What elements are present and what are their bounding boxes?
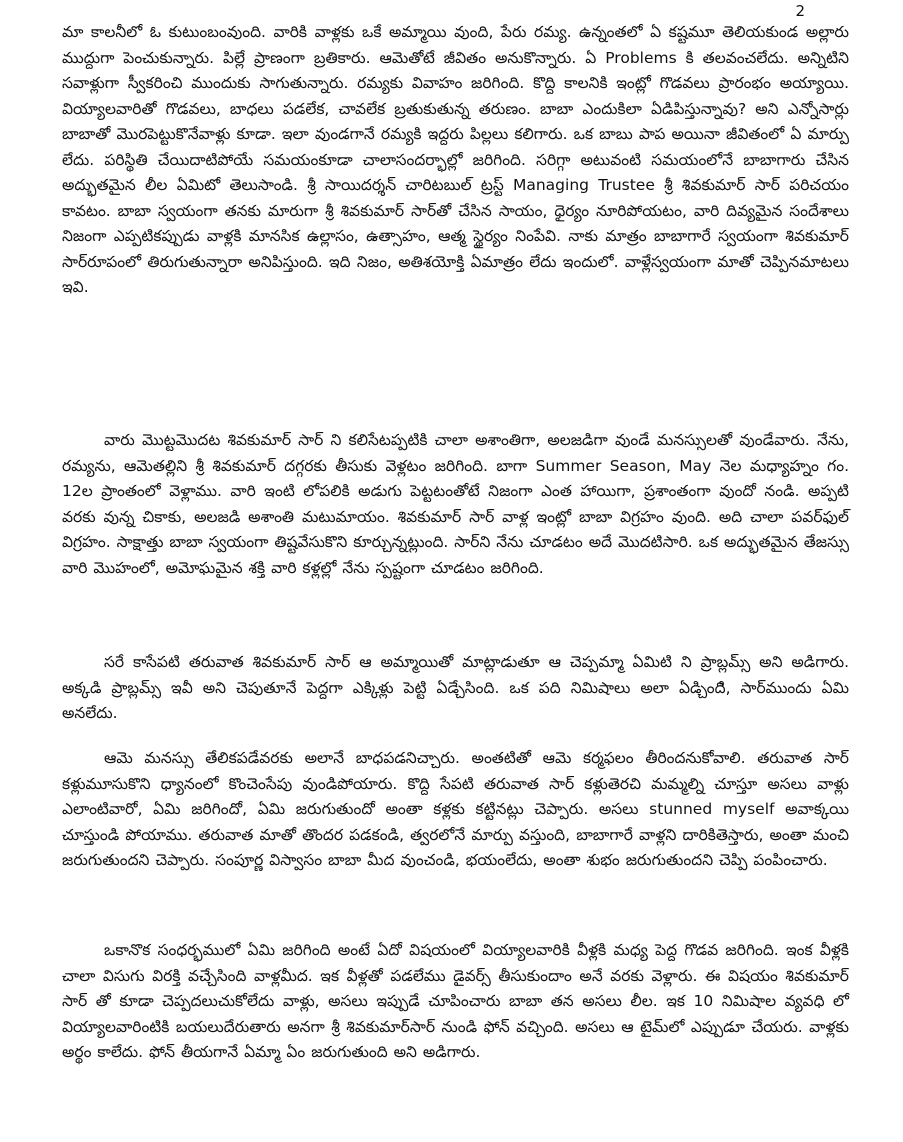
paragraph-3: సరే కాసేపటి తరువాత శివకుమార్ సార్ ఆ అమ్మాయితో మాట్లాడుతూ ఆ చెప్పమ్మా ఏమిటి ని ప్రాబ్లమ్స్ అని అడిగారు. అక్కడి ప్రాబ్లమ్స్ ఇవీ అని చెపుతూనే పెద్దగా ఎక్కిళ్లు పెట్టి ఏడ్చేసింది. ఒక పది నిమిషాలు అలా ఏడ్చిందిి, సార్‌ముందు ఏమి అనలేదు. bbox=[62, 653, 849, 722]
paragraph-5: ఒకానొక సంధర్భములో ఏమి జరిగింది అంటే ఏదో విషయంలో వియ్యాలవారికి వీళ్లకి మధ్య పెద్ద గొడవ జరిగింది. ఇంక వీళ్లకి చాలా విసుగు విరక్తి వచ్చేసింది వాళ్లమీద. ఇక వీళ్లతో పడలేము డైవర్స్ తీసుకుందాం అనే వరకు వెళ్లారు. ఈ విషయం శివకుమార్ సార్ తో కూడా చెప్పదలుచుకోలేదు వాళ్లు, అసలు ఇప్పుడే చూపించారు బాబా తన అసలు లీల. ఇక 10 నిమిషాల వ్యవధి లో వియ్యాలవారింటికి బయలుదేరుతారు అనగా శ్రీ శివకుమార్‌సార్ నుండి ఫోన్ వచ్చింది. అసలు ఆ టైమ్‌లో ఎప్పుడూ చేయరు. వాళ్లకు అర్థం కాలేదు. ఫోన్ తీయగానే ఏమ్మా ఏం జరుగుతుంది అని అడిగారు. bbox=[62, 941, 849, 1061]
paragraph-2: వారు మొట్టమొదట శివకుమార్ సార్ ని కలిసేటప్పటికి చాలా అశాంతిగా, అలజడిగా వుండే మనస్సులతో వుండేవారు. నేను, రమ్యను, ఆమెతల్లిని శ్రీ శివకుమార్ దగ్గరకు తీసుకు వెళ్లటం జరిగింది. బాగా Summer Season, May నెల మధ్యాహ్నం గం. 12ల ప్రాంతంలో వెళ్లాము. వారి ఇంటి లోపలికి అడుగు పెట్టటంతోటే నిజంగా ఎంత హాయిగా, ప్రశాంతంగా వుందో నండి. అప్పటి వరకు వున్న చికాకు, అలజడి అశాంతి మటుమాయం. శివకుమార్ సార్ వాళ్ల ఇంట్లో బాబా విగ్రహం వుంది. అది చాలా పవర్‌ఫుల్ విగ్రహం. సాక్షాత్తు బాబా స్వయంగా తిష్టవేసుకొని కూర్చున్నట్లుంది. సార్‌ని నేను చూడటం అదే మొదటిసారి. ఒక అద్భుతమైన తేజస్సు వారి మొహంలో, అమోఘమైన శక్తి వారి కళ్లల్లో నేను స్పష్టంగా చూడటం జరిగింది. bbox=[62, 431, 849, 577]
page-number: 2 bbox=[795, 2, 805, 20]
paragraph-1: మా కాలనీలో ఓ కుటుంబంవుంది. వారికి వాళ్లకు ఒకే అమ్మాయి వుంది, పేరు రమ్య. ఉన్నంతలో ఏ కష్టమూ తెలియకుండ అల్లారు ముద్దుగా పెంచుకున్నారు. పిల్లే ప్రాణంగా బ్రతికారు. ఆమెతోటే జీవితం అనుకొన్నారు. ఏ Problems కి తలవంచలేదు. అన్నిటిని సవాళ్లుగా స్వీకరించి ముందుకు సాగుతున్నారు. రమ్యకు వివాహం జరిగింది. కొద్ది కాలనికి ఇంట్లో గొడవలు ప్రారంభం అయ్యాయి. వియ్యాలవారితో గొడవలు, బాధలు పడలేక, చావలేక బ్రతుకుతున్న తరుణం. బాబా ఎందుకిలా ఏడిపిస్తున్నావు? అని ఎన్నోసార్లు బాబాతో మొరపెట్టుకొనేవాళ్లు కూడా. ఇలా వుండగానే రమ్యకి ఇద్దరు పిల్లలు కలిగారు. ఒక బాబు పాప అయినా జీవితంలో ఏ మార్పు లేదు. పరిస్థితి చేయిదాటిపోయే సమయంకూడా చాలాసందర్భాల్లో జరిగింది. సరిగ్గా అటువంటి సమయంలోనే బాబాగారు చేసిన అద్భుతమైన లీల ఏమిటో తెలుసాండి. శ్రీ సాయిదర్శన్ చారిటబుల్ ట్రస్ట్ Managing Trustee శ్రీ శివకుమార్ సార్ పరిచయం కావటం. బాబా స్వయంగా తనకు మారుగా శ్రీ శివకుమార్ సార్‌తో చేసిన సాయం, ధైర్యం నూరిపోయటం, వారి దివ్యమైన సందేశాలు నిజంగా ఎప్పటికప్పుడు వాళ్లకి మానసిక ఉల్లాసం, ఉత్సాహం, ఆత్మ స్థైర్యం నింపేవి. నాకు మాత్రం బాబాగారే స్వయంగా శివకుమార్ సార్‌రూపంలో తిరుగుతున్నారా అనిపిస్తుంది. ఇది నిజం, అతిశయోక్తి ఏమాత్రం లేదు ఇందులో. వాళ్లేస్వయంగా మాతో చెప్పినమాటలు ఇవి. bbox=[62, 23, 849, 296]
paragraph-4: ఆమె మనస్సు తేలికపడేవరకు అలానే బాధపడనిచ్చారు. అంతటితో ఆమె కర్మఫలం తీరిందనుకోవాలి. తరువాత సార్ కళ్లుమూసుకొని ధ్యానంలో కొంచెంసేపు వుండిపోయారు. కొద్ది సేపటి తరువాత సార్ కళ్లుతెరచి మమ్మల్ని చూస్తూ అసలు వాళ్లు ఎలాంటివారో, ఏమి జరిగిందో, ఏమి జరుగుతుందో అంతా కళ్లకు కట్టినట్లు చెప్పారు. అసలు stunned myself అవాక్కయి చూస్తుండి పోయాము. తరువాత మాతో తొందర పడకండి, త్వరలోనే మార్పు వస్తుంది, బాబాగారే వాళ్లని దారికితెస్తారు, అంతా మంచి జరుగుతుందని చెప్పారు. సంపూర్ణ విస్వాసం బాబా మీద వుంచండి, భయంలేదు, అంతా శుభం జరుగుతుందని చెప్పి పంపించారు. bbox=[62, 749, 849, 869]
